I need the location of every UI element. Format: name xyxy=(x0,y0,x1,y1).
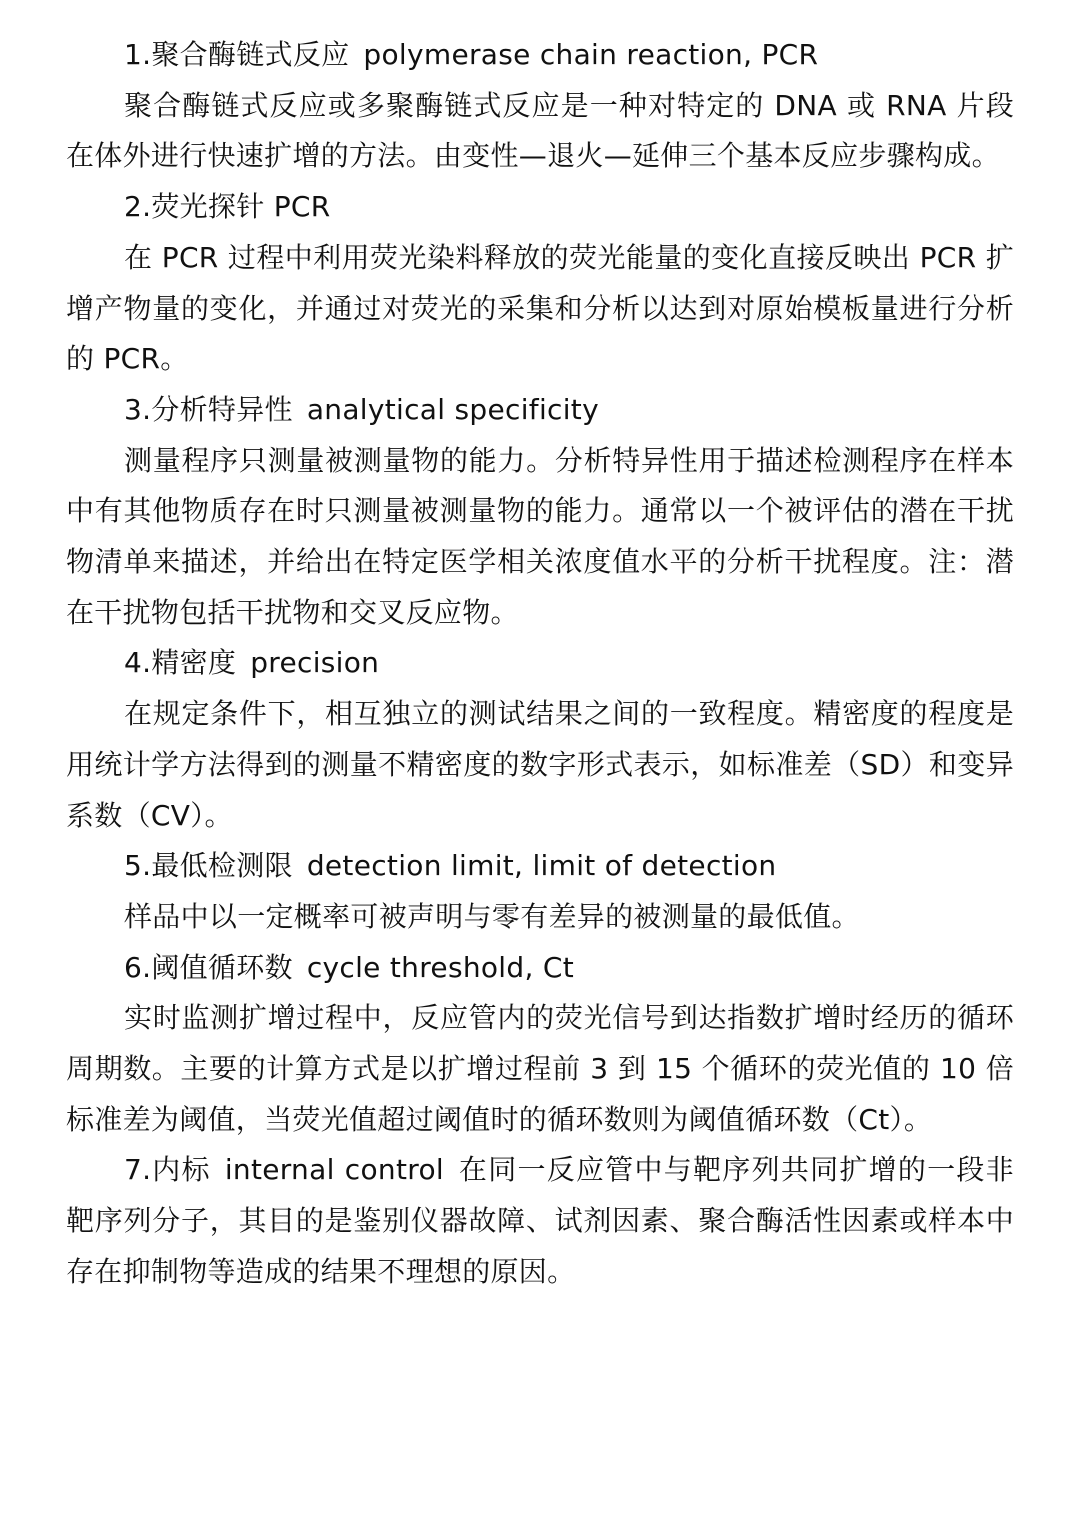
term-heading xyxy=(66,385,1014,436)
term-heading xyxy=(66,638,1014,689)
term-english: internal control xyxy=(224,1153,444,1187)
term-english: detection limit, limit of detection xyxy=(306,849,777,883)
term-chinese: 4.精密度 xyxy=(124,646,237,680)
term-english: cycle threshold, Ct xyxy=(306,950,574,984)
term-heading xyxy=(66,943,1014,994)
term-definition: 在 PCR 过程中利用荧光染料释放的荧光能量的变化直接反映出 PCR 扩增产物量的变化，并通过对荧光的采集和分析以达到对原始模板量进行分析的 PCR。 xyxy=(66,240,1014,376)
term-definition: 在规定条件下，相互独立的测试结果之间的一致程度。精密度的程度是用统计学方法得到的测量不精密度的数字形式表示，如标准差（SD）和变异系数（CV）。 xyxy=(66,697,1014,832)
term-definition: 样品中以一定概率可被声明与零有差异的被测量的最低值。 xyxy=(124,899,860,933)
term-heading xyxy=(66,30,1014,81)
term-chinese: 2.荧光探针 PCR xyxy=(124,190,331,224)
term-definition: 聚合酶链式反应或多聚酶链式反应是一种对特定的 DNA 或 RNA 片段在体外进行快速扩增的方法。由变性—退火—延伸三个基本反应步骤构成。 xyxy=(66,88,1014,173)
term-definition: 在同一反应管中与靶序列共同扩增的一段非靶序列分子，其目的是鉴别仪器故障、试剂因素、聚合酶活性因素或样本中存在抑制物等造成的结果不理想的原因。 xyxy=(66,1153,1014,1288)
term-english: polymerase chain reaction, PCR xyxy=(363,38,819,71)
term-chinese: 3.分析特异性 xyxy=(124,392,293,426)
term-heading xyxy=(66,182,1014,233)
term-chinese: 1.聚合酶链式反应 xyxy=(124,38,350,71)
term-chinese: 6.阈值循环数 xyxy=(124,950,293,984)
term-heading xyxy=(66,841,1014,892)
term-definition: 测量程序只测量被测量物的能力。分析特异性用于描述检测程序在样本中有其他物质存在时只测量被测量物的能力。通常以一个被评估的潜在干扰物清单来描述，并给出在特定医学相关浓度值水平的分析干扰程度。注：潜在干扰物包括干扰物和交叉反应物。 xyxy=(66,443,1014,629)
term-definition: 实时监测扩增过程中，反应管内的荧光信号到达指数扩增时经历的循环周期数。主要的计算方式是以扩增过程前 3 到 15 个循环的荧光值的 10 倍标准差为阈值，当荧光值超过阈值时的循环数则为阈值循环数（Ct）。 xyxy=(66,1001,1014,1136)
term-english: precision xyxy=(250,646,380,680)
term-english: analytical specificity xyxy=(306,392,599,426)
term-chinese: 5.最低检测限 xyxy=(124,849,293,883)
term-chinese: 7.内标 xyxy=(124,1153,211,1187)
term-heading-inline xyxy=(66,1145,1014,1297)
